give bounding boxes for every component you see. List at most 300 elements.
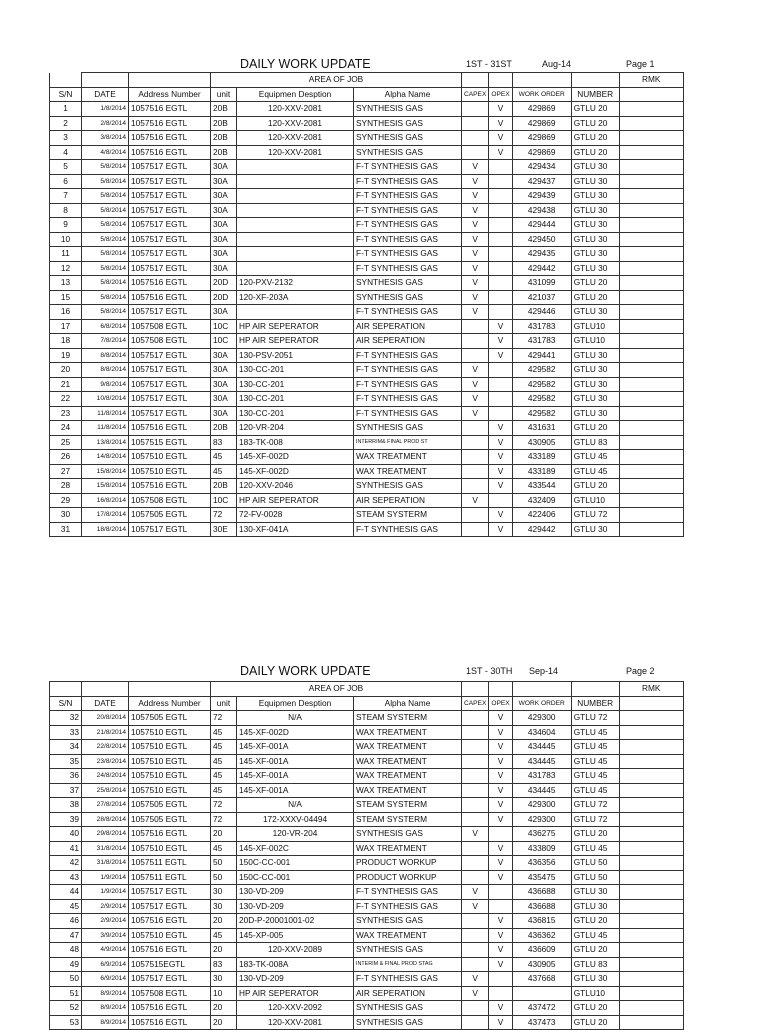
number-cell: GTLU 72 [571, 711, 619, 726]
capex-cell [462, 334, 489, 349]
work-order-cell: 429869 [512, 102, 571, 117]
equipment-cell: 172-XXXV-04494 [237, 812, 354, 827]
table-row [50, 754, 684, 769]
unit-cell: 10C [211, 493, 237, 508]
work-order-cell: 436609 [512, 943, 571, 958]
alpha-name-cell: SYNTHESIS GAS [354, 827, 462, 842]
unit-cell: 30A [211, 189, 237, 204]
equipment-cell: 120-XXV-2081 [237, 102, 354, 117]
date-cell: 6/9/2014 [82, 957, 129, 972]
address-cell: 1057510 EGTL [129, 754, 211, 769]
number-cell: GTLU 20 [571, 479, 619, 494]
equipment-cell: 130-CC-201 [237, 363, 354, 378]
opex-cell: V [489, 711, 512, 726]
address-cell: 1057517 EGTL [129, 261, 211, 276]
col-unit: unit [211, 87, 237, 102]
sn-cell: 52 [50, 1001, 82, 1016]
number-cell: GTLU 45 [571, 841, 619, 856]
work-order-cell: 431631 [512, 421, 571, 436]
sn-cell: 41 [50, 841, 82, 856]
number-cell: GTLU 20 [571, 421, 619, 436]
unit-cell: 30 [211, 899, 237, 914]
capex-cell [462, 754, 489, 769]
address-cell: 1057516 EGTL [129, 479, 211, 494]
rmk-cell [619, 160, 683, 175]
capex-cell [462, 1001, 489, 1016]
page-number: Page 2 [626, 666, 655, 676]
capex-cell: V [462, 827, 489, 842]
col-work-order: WORK ORDER [512, 696, 571, 711]
capex-cell: V [462, 160, 489, 175]
table-row [50, 522, 684, 537]
table-row [50, 160, 684, 175]
table-row [50, 928, 684, 943]
equipment-cell: 150C-CC-001 [237, 856, 354, 871]
date-cell: 11/8/2014 [82, 421, 129, 436]
number-cell: GTLU 45 [571, 450, 619, 465]
sn-cell: 12 [50, 261, 82, 276]
equipment-cell: 145-XF-001A [237, 769, 354, 784]
sn-cell: 19 [50, 348, 82, 363]
opex-cell [489, 247, 512, 262]
rmk-cell [619, 392, 683, 407]
work-order-cell: 429442 [512, 261, 571, 276]
capex-cell: V [462, 203, 489, 218]
work-order-cell: 429438 [512, 203, 571, 218]
number-cell: GTLU 72 [571, 812, 619, 827]
opex-cell: V [489, 754, 512, 769]
rmk-cell [619, 856, 683, 871]
work-order-cell: 433189 [512, 450, 571, 465]
sn-cell: 45 [50, 899, 82, 914]
date-cell: 2/9/2014 [82, 899, 129, 914]
sn-cell: 37 [50, 783, 82, 798]
col-sn: S/N [50, 87, 82, 102]
rmk-cell [619, 203, 683, 218]
equipment-cell: 120-XXV-2089 [237, 943, 354, 958]
rmk-cell [619, 740, 683, 755]
table-row [50, 957, 684, 972]
capex-cell [462, 116, 489, 131]
address-cell: 1057517 EGTL [129, 348, 211, 363]
capex-cell: V [462, 899, 489, 914]
date-cell: 8/8/2014 [82, 348, 129, 363]
sn-cell: 30 [50, 508, 82, 523]
opex-cell: V [489, 725, 512, 740]
alpha-name-cell: F-T SYNTHESIS GAS [354, 232, 462, 247]
date-cell: 8/9/2014 [82, 1015, 129, 1030]
number-cell: GTLU 20 [571, 102, 619, 117]
sn-cell: 21 [50, 377, 82, 392]
table-row [50, 189, 684, 204]
rmk-cell [619, 116, 683, 131]
rmk-cell [619, 493, 683, 508]
number-cell: GTLU 20 [571, 276, 619, 291]
unit-cell: 20B [211, 479, 237, 494]
address-cell: 1057517 EGTL [129, 392, 211, 407]
capex-cell [462, 798, 489, 813]
number-cell: GTLU 20 [571, 116, 619, 131]
rmk-cell [619, 102, 683, 117]
equipment-cell: HP AIR SEPERATOR [237, 319, 354, 334]
table-row [50, 870, 684, 885]
date-cell: 5/8/2014 [82, 261, 129, 276]
rmk-cell [619, 450, 683, 465]
rmk-cell [619, 1015, 683, 1030]
address-cell: 1057505 EGTL [129, 812, 211, 827]
equipment-cell: 183-TK-008 [237, 435, 354, 450]
work-order-cell: 429300 [512, 812, 571, 827]
unit-cell: 45 [211, 769, 237, 784]
address-cell: 1057516 EGTL [129, 421, 211, 436]
sn-cell: 49 [50, 957, 82, 972]
sn-cell: 13 [50, 276, 82, 291]
unit-cell: 30E [211, 522, 237, 537]
date-cell: 17/8/2014 [82, 508, 129, 523]
unit-cell: 20 [211, 1001, 237, 1016]
alpha-name-cell: WAX TREATMENT [354, 754, 462, 769]
alpha-name-cell: F-T SYNTHESIS GAS [354, 189, 462, 204]
date-cell: 5/8/2014 [82, 218, 129, 233]
address-cell: 1057515EGTL [129, 957, 211, 972]
work-order-cell: 429444 [512, 218, 571, 233]
work-order-cell: 429869 [512, 131, 571, 146]
number-cell: GTLU 83 [571, 957, 619, 972]
address-cell: 1057516 EGTL [129, 102, 211, 117]
col-sn: S/N [50, 696, 82, 711]
alpha-name-cell: SYNTHESIS GAS [354, 1015, 462, 1030]
rmk-cell [619, 145, 683, 160]
unit-cell: 30A [211, 348, 237, 363]
date-cell: 6/9/2014 [82, 972, 129, 987]
sn-cell: 51 [50, 986, 82, 1001]
capex-cell [462, 711, 489, 726]
rmk-cell [619, 261, 683, 276]
table-row [50, 232, 684, 247]
unit-cell: 10 [211, 986, 237, 1001]
opex-cell: V [489, 1001, 512, 1016]
capex-cell: V [462, 885, 489, 900]
alpha-name-cell: INTERIM & FINAL PROD STAG [354, 957, 462, 972]
work-order-cell: 430905 [512, 957, 571, 972]
equipment-cell [237, 218, 354, 233]
work-order-cell: 429582 [512, 377, 571, 392]
number-cell: GTLU 30 [571, 363, 619, 378]
number-cell: GTLU 20 [571, 1015, 619, 1030]
sn-cell: 6 [50, 174, 82, 189]
work-order-cell: 429446 [512, 305, 571, 320]
sn-cell: 33 [50, 725, 82, 740]
sn-cell: 27 [50, 464, 82, 479]
alpha-name-cell: WAX TREATMENT [354, 450, 462, 465]
alpha-name-cell: F-T SYNTHESIS GAS [354, 160, 462, 175]
address-cell: 1057517 EGTL [129, 377, 211, 392]
col-date: DATE [82, 87, 129, 102]
opex-cell: V [489, 319, 512, 334]
capex-cell [462, 856, 489, 871]
unit-cell: 20D [211, 276, 237, 291]
capex-cell [462, 957, 489, 972]
opex-cell: V [489, 450, 512, 465]
alpha-name-cell: STEAM SYSTERM [354, 812, 462, 827]
sn-cell: 4 [50, 145, 82, 160]
equipment-cell [237, 305, 354, 320]
unit-cell: 20B [211, 116, 237, 131]
sn-cell: 31 [50, 522, 82, 537]
alpha-name-cell: WAX TREATMENT [354, 783, 462, 798]
work-table [49, 72, 684, 537]
sn-cell: 8 [50, 203, 82, 218]
unit-cell: 30A [211, 232, 237, 247]
unit-cell: 30A [211, 218, 237, 233]
rmk-cell [619, 928, 683, 943]
opex-cell: V [489, 798, 512, 813]
opex-cell: V [489, 928, 512, 943]
date-cell: 16/8/2014 [82, 493, 129, 508]
area-of-job-label: AREA OF JOB [211, 682, 462, 697]
number-cell: GTLU 20 [571, 290, 619, 305]
alpha-name-cell: AIR SEPERATION [354, 334, 462, 349]
table-row [50, 783, 684, 798]
table-row [50, 363, 684, 378]
address-cell: 1057517 EGTL [129, 522, 211, 537]
equipment-cell: 145-XF-002C [237, 841, 354, 856]
sn-cell: 48 [50, 943, 82, 958]
address-cell: 1057510 EGTL [129, 841, 211, 856]
opex-cell: V [489, 914, 512, 929]
table-row [50, 435, 684, 450]
equipment-cell: 145-XF-001A [237, 783, 354, 798]
date-cell: 5/8/2014 [82, 247, 129, 262]
rmk-label: RMK [619, 73, 683, 88]
sn-cell: 25 [50, 435, 82, 450]
number-cell: GTLU 30 [571, 174, 619, 189]
rmk-cell [619, 247, 683, 262]
column-header-row [50, 696, 684, 711]
rmk-cell [619, 232, 683, 247]
alpha-name-cell: F-T SYNTHESIS GAS [354, 363, 462, 378]
rmk-label: RMK [619, 682, 683, 697]
alpha-name-cell: F-T SYNTHESIS GAS [354, 406, 462, 421]
opex-cell [489, 189, 512, 204]
unit-cell: 30A [211, 160, 237, 175]
opex-cell [489, 406, 512, 421]
date-cell: 29/8/2014 [82, 827, 129, 842]
alpha-name-cell: WAX TREATMENT [354, 928, 462, 943]
opex-cell [489, 972, 512, 987]
sn-cell: 9 [50, 218, 82, 233]
capex-cell: V [462, 493, 489, 508]
alpha-name-cell: STEAM SYSTERM [354, 798, 462, 813]
table-body [50, 711, 684, 1030]
address-cell: 1057517 EGTL [129, 885, 211, 900]
number-cell: GTLU 20 [571, 131, 619, 146]
rmk-cell [619, 305, 683, 320]
opex-cell: V [489, 783, 512, 798]
equipment-cell [237, 232, 354, 247]
unit-cell: 30A [211, 363, 237, 378]
rmk-cell [619, 290, 683, 305]
date-cell: 24/8/2014 [82, 769, 129, 784]
capex-cell [462, 914, 489, 929]
alpha-name-cell: F-T SYNTHESIS GAS [354, 392, 462, 407]
table-row [50, 885, 684, 900]
rmk-cell [619, 914, 683, 929]
alpha-name-cell: F-T SYNTHESIS GAS [354, 203, 462, 218]
date-cell: 3/8/2014 [82, 131, 129, 146]
number-cell: GTLU 30 [571, 972, 619, 987]
equipment-cell: 120-XXV-2081 [237, 131, 354, 146]
date-cell: 5/8/2014 [82, 174, 129, 189]
address-cell: 1057517 EGTL [129, 899, 211, 914]
date-cell: 1/9/2014 [82, 885, 129, 900]
opex-cell: V [489, 1015, 512, 1030]
address-cell: 1057516 EGTL [129, 827, 211, 842]
address-cell: 1057510 EGTL [129, 783, 211, 798]
date-cell: 6/8/2014 [82, 319, 129, 334]
address-cell: 1057517 EGTL [129, 247, 211, 262]
alpha-name-cell: AIR SEPERATION [354, 319, 462, 334]
rmk-cell [619, 218, 683, 233]
equipment-cell: HP AIR SEPERATOR [237, 986, 354, 1001]
unit-cell: 20 [211, 943, 237, 958]
capex-cell: V [462, 232, 489, 247]
capex-cell: V [462, 305, 489, 320]
date-cell: 22/8/2014 [82, 740, 129, 755]
opex-cell [489, 203, 512, 218]
opex-cell: V [489, 421, 512, 436]
equipment-cell: 150C-CC-001 [237, 870, 354, 885]
opex-cell: V [489, 116, 512, 131]
address-cell: 1057516 EGTL [129, 276, 211, 291]
number-cell: GTLU 20 [571, 914, 619, 929]
address-cell: 1057517 EGTL [129, 218, 211, 233]
unit-cell: 30A [211, 406, 237, 421]
capex-cell [462, 131, 489, 146]
capex-cell [462, 450, 489, 465]
date-cell: 11/8/2014 [82, 406, 129, 421]
col-work-order: WORK ORDER [512, 87, 571, 102]
equipment-cell: 120-XXV-2081 [237, 145, 354, 160]
alpha-name-cell: SYNTHESIS GAS [354, 116, 462, 131]
sn-cell: 43 [50, 870, 82, 885]
number-cell: GTLU 20 [571, 1001, 619, 1016]
alpha-name-cell: F-T SYNTHESIS GAS [354, 522, 462, 537]
equipment-cell: 120-XXV-2081 [237, 1015, 354, 1030]
date-cell: 5/8/2014 [82, 160, 129, 175]
table-row [50, 899, 684, 914]
col-alpha-name: Alpha Name [354, 87, 462, 102]
address-cell: 1057517 EGTL [129, 174, 211, 189]
number-cell: GTLU 30 [571, 377, 619, 392]
equipment-cell: 120-PXV-2132 [237, 276, 354, 291]
unit-cell: 30A [211, 392, 237, 407]
number-cell: GTLU 20 [571, 827, 619, 842]
address-cell: 1057510 EGTL [129, 740, 211, 755]
equipment-cell [237, 203, 354, 218]
number-cell: GTLU 30 [571, 160, 619, 175]
number-cell: GTLU 45 [571, 754, 619, 769]
date-cell: 10/8/2014 [82, 392, 129, 407]
opex-cell: V [489, 102, 512, 117]
opex-cell [489, 276, 512, 291]
unit-cell: 20D [211, 290, 237, 305]
unit-cell: 45 [211, 464, 237, 479]
equipment-cell [237, 189, 354, 204]
alpha-name-cell: F-T SYNTHESIS GAS [354, 247, 462, 262]
address-cell: 1057517 EGTL [129, 305, 211, 320]
col-opex: OPEX [489, 87, 512, 102]
number-cell: GTLU 45 [571, 783, 619, 798]
alpha-name-cell: STEAM SYSTERM [354, 508, 462, 523]
table-row [50, 711, 684, 726]
sn-cell: 3 [50, 131, 82, 146]
table-row [50, 943, 684, 958]
opex-cell: V [489, 145, 512, 160]
address-cell: 1057517 EGTL [129, 203, 211, 218]
page-header [0, 57, 768, 71]
unit-cell: 50 [211, 856, 237, 871]
table-row [50, 116, 684, 131]
rmk-cell [619, 769, 683, 784]
opex-cell: V [489, 131, 512, 146]
rmk-cell [619, 972, 683, 987]
table-row [50, 479, 684, 494]
date-cell: 5/8/2014 [82, 203, 129, 218]
table-row [50, 812, 684, 827]
work-order-cell: 422406 [512, 508, 571, 523]
capex-cell [462, 348, 489, 363]
capex-cell [462, 435, 489, 450]
page-title: DAILY WORK UPDATE [240, 664, 371, 678]
column-header-row [50, 87, 684, 102]
capex-cell: V [462, 972, 489, 987]
work-order-cell: 434445 [512, 754, 571, 769]
unit-cell: 45 [211, 841, 237, 856]
unit-cell: 45 [211, 450, 237, 465]
equipment-cell: 120-VR-204 [237, 827, 354, 842]
date-cell: 15/8/2014 [82, 479, 129, 494]
unit-cell: 20B [211, 421, 237, 436]
work-order-cell: 429582 [512, 392, 571, 407]
capex-cell: V [462, 290, 489, 305]
capex-cell: V [462, 406, 489, 421]
capex-cell: V [462, 174, 489, 189]
equipment-cell: N/A [237, 711, 354, 726]
address-cell: 1057516 EGTL [129, 116, 211, 131]
date-cell: 5/8/2014 [82, 232, 129, 247]
area-row [50, 682, 684, 697]
col-alpha-name: Alpha Name [354, 696, 462, 711]
address-cell: 1057508 EGTL [129, 986, 211, 1001]
opex-cell: V [489, 435, 512, 450]
work-order-cell: 431783 [512, 319, 571, 334]
opex-cell [489, 493, 512, 508]
alpha-name-cell: F-T SYNTHESIS GAS [354, 348, 462, 363]
table-row [50, 841, 684, 856]
rmk-cell [619, 334, 683, 349]
equipment-cell: 20D-P-20001001-02 [237, 914, 354, 929]
equipment-cell: 145-XF-001A [237, 740, 354, 755]
opex-cell: V [489, 522, 512, 537]
number-cell: GTLU 30 [571, 247, 619, 262]
rmk-cell [619, 957, 683, 972]
col-equipment: Equipmen Desption [237, 87, 354, 102]
rmk-cell [619, 754, 683, 769]
unit-cell: 83 [211, 435, 237, 450]
equipment-cell: 130-PSV-2051 [237, 348, 354, 363]
number-cell: GTLU 30 [571, 232, 619, 247]
